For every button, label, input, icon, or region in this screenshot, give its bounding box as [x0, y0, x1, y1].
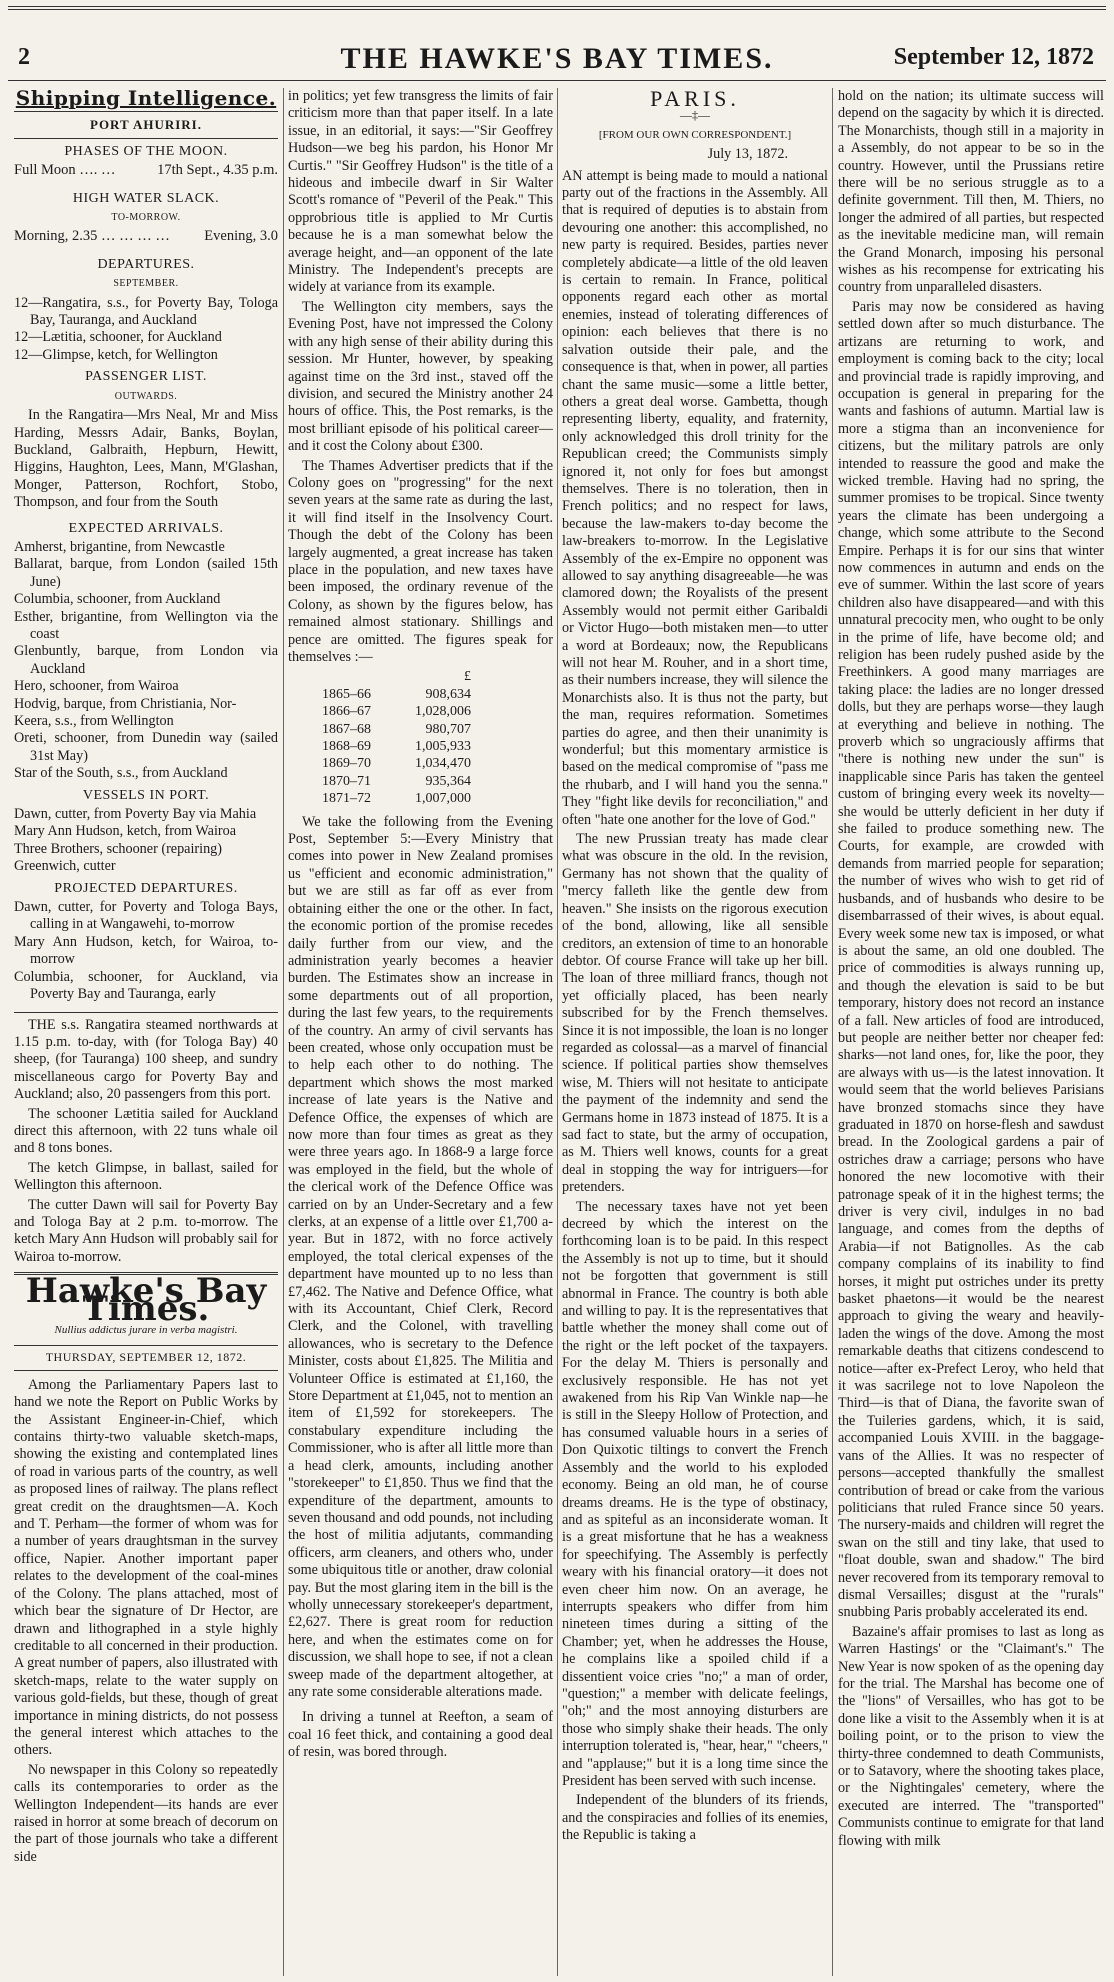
divider [14, 1012, 278, 1013]
page-number: 2 [18, 44, 30, 70]
revenue-header-row [318, 668, 475, 685]
expected-item: Columbia, schooner, from Auckland [14, 591, 221, 608]
letter-date: July 13, 1872. [707, 146, 788, 163]
article-paragraph: The necessary taxes have not yet been decreed by which the interest on the forthcoming loan is to be paid. In this respect the Assembly is not up to time, but it should not be forgotten that government is still abnormal in France. The country is both able and willing to pay. It is the representatives that battle whether the money shall come out of the right or the left pocket of the taxpayers. For the delay M. Thiers is personally and exclusively responsible. He has not yet awakened from his Rip Van Winkle nap—he is still in the Sleepy Hollow of Protection, and has consumed valuable hours in a series of Don Quixotic tiltings to convert the French Assembly and the world to his exploded economy. Being an old man, he of course dreams dreams. He is the type of obstinacy, and as spiteful as an inconsiderate woman. It is a great misfortune that he has a weakness for speechifying. The Assembly is perfectly weary with his financial oratory—it does not even cheer him now. On an average, he interrupts speakers who differ from him nineteen times during a sitting of the Chamber; yet, when he addresses the House, he complains like a spoiled child if a dissentient voice cries "no;" a man of order, "question;" a member with delicate feelings, "oh;" and the most annoying disturbers are those who simply shake their heads. The only interruption tolerated is, "hear, hear," "cheers," and "applause;" but it is a long time since the President has been served with such incense. [562, 1198, 828, 1789]
expected-item: Keera, s.s., from Wellington [14, 713, 174, 729]
editorial-paragraph: No newspaper in this Colony so repeatedly calls its contemporaries to order as the Wellington Independent—its hands are ever raised in horror at some breach of decorum on the part of those journals who take a different side [14, 1761, 278, 1865]
revenue-year: 1869–70 [322, 756, 371, 772]
paper-motto: Nullius addictus jurare in verba magistri. [54, 1324, 238, 1336]
table-row [318, 703, 475, 720]
paper-title: THE HAWKE'S BAY TIMES. [340, 42, 774, 75]
inport-item: Dawn, cutter, from Poverty Bay via Mahia [14, 806, 257, 823]
editorial-dateline: THURSDAY, SEPTEMBER 12, 1872. [14, 1345, 278, 1370]
article-paragraph: AN attempt is being made to mould a national party out of the fractions in the Assembly. All that is required of deputies is to abstain from devouring one another: this accomplished, no new party is required. Besides, parties never completely abdicate—a little of the old leaven is certain to remain. In France, political opponents regard each other as mortal enemies, instead of tolerating differences of opinion: each believes that there is no salvation outside their pale, and the consequence is that, when in power, all parties chant the same music—some a little better, others a great deal worse. Gambetta, though representing liberty, equality, and fraternity, only acknowledged this droll trinity for the Republican creed; the Communists simply ignored it, not only for foes but amongst themselves. There is no toleration, then in French politics; and no respect for laws, because the law-makers to-day become the law-breakers to-morrow. In the Legislative Assembly of the ex-Empire no opponent was allowed to say anything disagreeable—he was clamored down; the Royalists of the present Assembly would not permit either Garibaldi or Victor Hugo—both mistaken men—to utter a word at Bordeaux; now, the Republicans will not hear M. Rouher, and in a short time, as their numbers increase, they will silence the Monarchists also. It is thus not the party, but the man, requires reformation. Sometimes parties do agree, and then their unanimity is wonderful; but this momentary armistice is based on the medical compromise of "pass me the rhubarb, and I will hand you the senna." They "fight like devils for reconciliation," and often "hate one another for the love of God." [562, 167, 828, 828]
moon-line [14, 162, 278, 179]
inport-item: Three Brothers, schooner (repairing) [14, 840, 222, 857]
revenue-year: 1868–69 [322, 739, 371, 755]
tide-evening: Evening, 3.0 [204, 228, 278, 245]
revenue-amount: 1,007,000 [415, 791, 471, 807]
revenue-year: 1871–72 [322, 791, 371, 807]
projected-heading: PROJECTED DEPARTURES. [54, 880, 238, 896]
shipping-note: The schooner Lætitia sailed for Auckland direct this afternoon, with 22 tuns whale oil and 8 tons bones. [14, 1105, 278, 1157]
article-paragraph: The new Prussian treaty has made clear what was obscure in the old. In the revision, Germany has not shown that the quality of "mercy falleth like the gentle dew from heaven." She insists on the rigorous execution of the bond, allowing, like all sensible creditors, an extension of time to an honorable debtor. Of course France will take up her bill. The loan of three milliard francs, though not yet officially placed, has been nearly subscribed for by the French themselves. Since it is not impossible, the loan is no longer regarded as colossal—as a marvel of financial science. If political parties show themselves wise, M. Thiers will not hesitate to anticipate the payment of the indemnity and send the Germans home in 1873 instead of 1875. It is a sad fact to state, but the army of occupation, as M. Thiers well knows, counts for a great deal in stopping the way for intriguers—for pretenders. [562, 831, 828, 1196]
projected-item: Mary Ann Hudson, ketch, for Wairoa, to-morrow [14, 933, 278, 968]
divider [14, 111, 278, 112]
table-row [318, 686, 475, 703]
article-paragraph: in politics; yet few transgress the limits of fair criticism more than that paper itself. In a late issue, in an editorial, it says:—"Sir Geoffrey Hudson—we beg his pardon, his Honor Mr Curtis." "Sir Geoffrey Hudson" is the title of a hideous and imbecile dwarf in Sir Walter Scott's romance of "Peveril of the Peak." This opprobrious title is applied to Mr Curtis because he is a man somewhat below the average height, and—an opponent of the late Ministry. The Independent's precepts are widely at variance from its example. [288, 88, 553, 296]
revenue-amount: 1,034,470 [415, 756, 471, 772]
inport-item: Mary Ann Hudson, ketch, from Wairoa [14, 823, 237, 840]
moon-value: 17th Sept., 4.35 p.m. [157, 162, 278, 179]
column-rule [557, 88, 558, 1976]
moon-heading: PHASES OF THE MOON. [64, 143, 228, 159]
table-row [318, 755, 475, 772]
revenue-amount: 908,634 [425, 686, 471, 702]
masthead [8, 40, 1106, 80]
article-paragraph: hold on the nation; its ultimate success will depend on the sagacity by which it is directed. The Monarchists, though still in a majority in a Assembly, do not appear to be so in the country. However, until the Prussians retire there will be no serious struggle as to a definite government. Till then, M. Thiers, no longer the admired of all parties, but respected as the inevitable medicine man, will remain the Grand Monarch, imposing his personal wishes as his recompense for extricating his country from unparalleled disasters. [838, 88, 1104, 296]
inport-heading: VESSELS IN PORT. [82, 787, 210, 803]
expected-item: Glenbuntly, barque, from London via Auckland [14, 643, 278, 677]
table-row [318, 738, 475, 755]
passenger-subheading: OUTWARDS. [114, 390, 178, 402]
expected-item: Star of the South, s.s., from Auckland [14, 765, 228, 782]
revenue-year: 1866–67 [322, 704, 371, 720]
tide-subheading: TO-MORROW. [111, 212, 181, 224]
tide-heading: HIGH WATER SLACK. [72, 190, 220, 206]
expected-heading: EXPECTED ARRIVALS. [68, 520, 224, 536]
revenue-year: 1867–68 [322, 721, 371, 737]
departures-heading: DEPARTURES. [97, 256, 195, 272]
revenue-table [318, 668, 475, 807]
passenger-list: In the Rangatira—Mrs Neal, Mr and Miss Harding, Messrs Adair, Banks, Boylan, Buckland, Galbraith, Hepburn, Hewitt, Higgins, Haughton, Lees, Mann, M'Glashan, Monger, Patterson, Rochfort, Stobo, Thompson, and four from the South [14, 407, 278, 511]
correspondent-line: [FROM OUR OWN CORRESPONDENT.] [598, 128, 792, 141]
revenue-amount: 980,707 [425, 721, 471, 737]
expected-item: Ballarat, barque, from London (sailed 15th June) [14, 556, 278, 590]
moon-label: Full Moon …. … [14, 162, 116, 179]
article-paragraph: In driving a tunnel at Reefton, a seam of coal 16 feet thick, and containing a good deal of resin, was bored through. [288, 1709, 553, 1761]
paper-nameplate: Hawke's Bay Times. [25, 1271, 267, 1329]
article-paragraph: Independent of the blunders of its friends, and the conspiracies and follies of its enemies, the Republic is taking a [562, 1792, 828, 1844]
revenue-amount: 935,364 [425, 773, 471, 789]
expected-item: Oreti, schooner, from Dunedin way (sailed 31st May) [14, 730, 278, 764]
expected-item: Amherst, brigantine, from Newcastle [14, 538, 225, 555]
revenue-amount: 1,005,933 [415, 739, 471, 755]
article-paragraph: Paris may now be considered as having settled down after so much disturbance. The artizans are returning to work, and employment is coming back to the city; local and provincial trade is rapidly improving, and occupation is general in preparing for the wants and fashions of autumn. Martial law is more a stigma than an inconvenience for citizens, but the military patrols are only intended to reassure the good and make the wicked tremble. Having had no spring, the summer promises to be tropical. Since twenty years the climate has been undergoing a change, which some attribute to the Second Empire. Perhaps it is for our sins that winter now commences in autumn and ends on the eve of summer. Within the last score of years children also have disappeared—and with this unnatural precocity men, who ought to be only in the prime of life, have become old; and religion has been rudely pushed aside by the Freethinkers. A good many marriages are taking place: the ladies are no longer dressed dolls, but they are perhaps worse—they laugh at everything and believe in nothing. The proverb which so ungraciously affirms that "there is nothing new under the sun" is inapplicable since Paris has taken the genteel custom of bringing every week its novelty—she would be utterly deficient in her duty if she failed to produce something new. The Courts, for example, are crowded with demands from married people for separation; the number of wives who wish to get rid of husbands, and of husbands who desire to be disembarrassed of their wives, is about equal. Every week some new tax is imposed, or what is about the same, an old one doubled. The price of commodities is always running up, and though the elevation is said to be but temporary, history does not record an instance of a fall. New articles of food are introduced, but people are neither better nor cheaper fed: sharks—not land ones, for, like the poor, they are always with us—is the latest innovation. It would seem that the world believes Parisians have bronzed stomachs since they have graduated in 1870 on horse-flesh and sawdust bread. In the Zoological gardens a pair of ostriches draw a carriage; persons who have honored the new locomotive with their patronage speak of it in the highest terms; the driver is very civil, indulges in no bad language, and comes from the depths of Arabia—if not Batignolles. As the cab company complains of its inability to find horses, it might put ostriches under its pretty basket phaetons—it would be the nearest approach to giving the weary and heavily-laden the wings of the dove. Among the most remarkable deaths that citizens condescend to notice—after ex-Prefect Leroy, who held that it was sacrilege not to love Napoleon the Third—is that of Diana, the favorite swan of the Tuileries gardens, which, it is said, accompanied Louis XVIII. in the baggage-vans of the Allies. It was no respecter of persons—accepted thankfully the smallest contribution of bread or cake from the various politicians that ruled France since 50 years. The nursery-maids and children will regret the swan on the still and tiny lake, that used to "float double, swan and shadow." The bird never recovered from its temporary removal to dismal Versailles; disgust at the "rurals" snubbing Paris probably accelerated its end. [838, 298, 1104, 1621]
divider [14, 138, 278, 139]
column-3 [562, 88, 828, 1976]
revenue-year: 1865–66 [322, 686, 371, 702]
port-heading: PORT AHURIRI. [90, 117, 202, 133]
column-1 [14, 88, 278, 1976]
masthead-rule [8, 80, 1106, 81]
tide-morning: Morning, 2.35 … … … … [14, 228, 170, 245]
paris-heading: PARIS. [650, 88, 740, 111]
column-4 [838, 88, 1104, 1976]
dagger-ornament: —‡— [680, 108, 710, 123]
issue-date: September 12, 1872 [893, 44, 1094, 70]
revenue-year: 1870–71 [322, 773, 371, 789]
departures-subheading: SEPTEMBER. [113, 278, 179, 290]
expected-item: Hodvig, barque, from Christiania, Nor- [14, 695, 237, 712]
inport-item: Greenwich, cutter [14, 858, 116, 875]
projected-item: Columbia, schooner, for Auckland, via Poverty Bay and Tauranga, early [14, 968, 278, 1003]
column-rule [283, 88, 284, 1976]
column-rule [832, 88, 833, 1976]
table-row [318, 721, 475, 738]
projected-item: Dawn, cutter, for Poverty and Tologa Bays, calling in at Wangawehi, to-morrow [14, 899, 278, 933]
revenue-currency: £ [464, 669, 471, 685]
top-rule [8, 6, 1106, 10]
column-2 [288, 88, 553, 1976]
tide-line [14, 228, 278, 245]
shipping-note: The cutter Dawn will sail for Poverty Bay and Tologa Bay at 2 p.m. to-morrow. The ketch Mary Ann Hudson will probably sail for Wairoa to-morrow. [14, 1196, 278, 1265]
shipping-note: THE s.s. Rangatira steamed northwards at 1.15 p.m. to-day, with (for Tologa Bay) 40 sheep, (for Tauranga) 100 sheep, and sundry miscellaneous cargo for Poverty Bay and Auckland; also, 20 passengers from this port. [14, 1016, 278, 1103]
shipping-note: The ketch Glimpse, in ballast, sailed for Wellington this afternoon. [14, 1159, 278, 1194]
expected-item: Hero, schooner, from Wairoa [14, 678, 179, 695]
table-row [318, 773, 475, 790]
article-paragraph: The Wellington city members, says the Evening Post, have not impressed the Colony with any high sense of their ability during this session. Mr Hunter, however, by speaking against time on the 3rd inst., staved off the division, and secured the Ministry another 24 hours of office. This, the Post remarks, is the most brilliant episode of his political career—and it cost the Colony about £300. [288, 298, 553, 455]
editorial-paragraph: Among the Parliamentary Papers last to hand we note the Report on Public Works by the Assistant Engineer-in-Chief, which contains thirty-two valuable sketch-maps, showing the existing and contemplated lines of road in various parts of the country, as well as proposed lines of railway. The plans reflect great credit on the draughtsmen—A. Koch and T. Perham—the former of whom was for a number of years draughtsman in the survey office, Napier. Another important paper relates to the development of the coal-mines of the Colony. The plans attached, most of which bear the signature of Dr Hector, are drawn and lithographed in a style highly creditable to all concerned in their production. A great number of papers, also illustrated with sketch-maps, relate to the water supply on various gold-fields, but these, though of great importance in mining districts, do not possess the general interest which attaches to the others. [14, 1376, 278, 1759]
article-paragraph: Bazaine's affair promises to last as long as Warren Hastings' or the "Claimant's." The New Year is now spoken of as the opening day for the trial. The Marshal has become one of the "lions" of Versailles, who has got to be done like a visit to the Assembly when it is at boiling point, or to the prison to view the thirty-three condemned to death Communists, or to Satavory, where the shooting takes place, or the Nightingales' cemetery, where the executed are interred. The "transported" Communists continue to emigrate for that land flowing with milk [838, 1623, 1104, 1849]
departure-item: 12—Lætitia, schooner, for Auckland [14, 329, 222, 346]
table-row [318, 790, 475, 807]
departure-item: 12—Rangatira, s.s., for Poverty Bay, Tologa Bay, Tauranga, and Auckland [14, 294, 278, 329]
article-paragraph: We take the following from the Evening Post, September 5:—Every Ministry that comes into power in New Zealand promises us "efficient and economic administration," but we are still as far off as ever from obtaining either the one or the other. In fact, the economic portion of the promise recedes daily further from our view, and the administration yearly becomes a heavier burden. The Estimates show an increase in some departments out of all proportion, during the last few years, to the requirements of the country. An army of civil servants has been created, whose only occupation must be to help each other to do nothing. The department which shows the most marked increase of late years is the Native and Defence Office, the expenses of which are now more than four times as great as they were three years ago. In 1868-9 a large force was employed in the field, but the whole of the clerical work of the Defence Office was carried on by an Under-Secretary and a few clerks, at an expense of a little over £1,700 a-year. But in 1872, with no force actively employed, the total clerical expenses of the department have mounted up to no less than £7,462. The Native and Defence Office, what with its Accountant, Chief Clerk, Record Clerk, and the Colonel, with travelling allowances, who is secretary to the Defence Minister, costs about £1,825. The Militia and Volunteer Office is estimated at £1,160, the Store Department at £1,045, not to mention an item of £1,592 for storekeepers. The constabulary expenditure including the Commissioner, who is after all little more than a head clerk, amounts, including another "storekeeper" to £1,850. Thus we find that the expenditure of the department, amounts to seven thousand and odd pounds, not including the host of militia adjutants, commanding officers, arm cleaners, and others who, under some ubiquitous title or another, draw colonial pay. But the most glaring item in the bill is the wholly unnecessary storekeeper's department, £2,627. There is great room for reduction here, and when the estimates come on for discussion, we shall hope to see, if not a clean sweep made of the department altogether, at any rate some considerable alterations made. [288, 813, 553, 1700]
departure-item: 12—Glimpse, ketch, for Wellington [14, 346, 218, 363]
section-heading-shipping: Shipping Intelligence. [15, 88, 277, 110]
article-paragraph: The Thames Advertiser predicts that if the Colony goes on "progressing" for the next seven years at the same rate as during the last, it will find itself in the Insolvency Court. Though the debt of the Colony has been largely augmented, a great increase has taken place in the population, and new taxes have been imposed, the ordinary revenue of the Colony, as shown by the figures below, has remained almost stationary. Shillings and pence are omitted. The figures speak for themselves :— [288, 457, 553, 665]
expected-item: Esther, brigantine, from Wellington via the coast [14, 608, 278, 642]
passenger-heading: PASSENGER LIST. [85, 369, 207, 385]
revenue-amount: 1,028,006 [415, 704, 471, 720]
